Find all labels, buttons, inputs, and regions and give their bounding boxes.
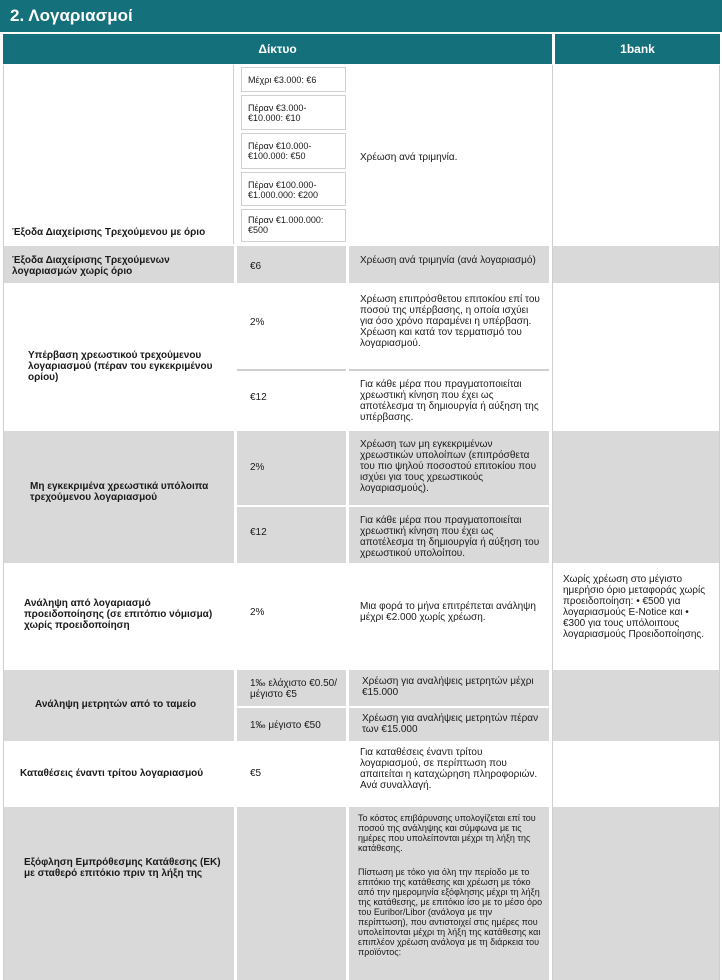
row-description: Πίστωση με τόκο για όλη την περίοδο με το επιτόκιο της κατάθεσης και χρέωση με τόκο από την ημερομηνία εξόφλησης μέχρι τη λήξη της κατάθεσης, με επιτόκιο ίσο με το μέσο όρο του Euribor/Libor (ανάλογα με την περίπτωση), που αντιστοιχεί στις ημέρες που υπολείπονται μέχρι τη λήξη της κατάθεσης και επιπλέον χρέωση ανάλογα με τη διάρκεια του προϊόντος: xyxy=(358,867,543,957)
header-network: Δίκτυο xyxy=(3,34,552,64)
row-description: Για καταθέσεις έναντι τρίτου λογαριασμού, σε περίπτωση που απαιτείται η καταχώρηση πληροφοριών. Ανά συναλλαγή. xyxy=(360,747,538,791)
tier-value: Πέραν €10.000-€100.000: €50 xyxy=(248,141,312,161)
row-label: Έξοδα Διαχείρισης Τρεχούμενων λογαριασμών χωρίς όριο xyxy=(12,255,170,277)
row-description: Χρέωση ανά τριμηνία. xyxy=(360,152,458,163)
tier-value: Πέραν €1.000.000: €500 xyxy=(248,215,324,235)
row-label: Έξοδα Διαχείρισης Τρεχούμενου με όριο xyxy=(12,227,206,238)
row-label: Μη εγκεκριμένα χρεωστικά υπόλοιπα τρεχούμενου λογαριασμού xyxy=(30,481,209,503)
row-label: Υπέρβαση χρεωστικού τρεχούμενου λογαριασμού (πέραν του εγκεκριμένου ορίου) xyxy=(28,350,213,383)
row-fee: 2% xyxy=(250,462,265,473)
row-fee: €12 xyxy=(250,392,267,403)
section-title: 2. Λογαριασμοί xyxy=(0,0,722,32)
header-1bank: 1bank xyxy=(555,34,720,64)
column-line xyxy=(719,65,720,980)
row-description: Χρέωση ανά τριμηνία (ανά λογαριασμό) xyxy=(360,255,536,266)
tier-value: Μέχρι €3.000: €6 xyxy=(248,75,317,85)
row-fee: 2% xyxy=(250,317,265,328)
row-fee: 2% xyxy=(250,607,265,618)
column-line xyxy=(3,65,4,980)
row-label: Εξόφληση Εμπρόθεσμης Κατάθεσης (ΕΚ) με σταθερό επιτόκιο πριν τη λήξη της xyxy=(24,857,221,879)
row-divider xyxy=(237,505,549,507)
column-divider xyxy=(234,65,237,980)
row-description: Για κάθε μέρα που πραγματοποιείται χρεωστική κίνηση που έχει ως αποτέλεσμα τη δημιουργία ή αύξηση της υπέρβασης. xyxy=(360,379,539,423)
row-fee: 1‰ ελάχιστο €0.50/ μέγιστο €5 xyxy=(250,678,338,700)
tier-value: Πέραν €3.000-€10.000: €10 xyxy=(248,103,307,123)
column-divider xyxy=(346,65,349,980)
row-description: Χρέωση επιπρόσθετου επιτοκίου επί του ποσού της υπέρβασης, η οποία ισχύει για όσο χρόνο παραμένει η υπέρβαση. Χρέωση και κατά τον τερματισμό του λογαριασμού. xyxy=(360,294,540,349)
row-description: Χρέωση για αναλήψεις μετρητών πέραν των €15.000 xyxy=(362,713,539,735)
row-description: Χρέωση των μη εγκεκριμένων χρεωστικών υπολοίπων (επιπρόσθετα του πιο ψηλού ποσοστού επιτοκίου που ισχύει για τους χρεωστικούς λογαριασμούς). xyxy=(360,439,537,494)
row-divider xyxy=(237,706,549,708)
table-header xyxy=(3,34,720,64)
row-description: Μια φορά το μήνα επιτρέπεται ανάληψη μέχρι €2.000 χωρίς χρέωση. xyxy=(360,601,536,623)
row-fee: €6 xyxy=(250,261,262,272)
row-label: Καταθέσεις έναντι τρίτου λογαριασμού xyxy=(20,768,204,779)
row-fee: €12 xyxy=(250,527,267,538)
row-fee: 1‰ μέγιστο €50 xyxy=(250,720,321,731)
row-divider xyxy=(237,369,549,371)
row-label: Ανάληψη μετρητών από το ταμείο xyxy=(35,699,197,710)
row-description: Το κόστος επιβάρυνσης υπολογίζεται επί του ποσού της ανάληψης και σύμφωνα με τις ημέρες που υπολείπονται μέχρι τη λήξη της κατάθεσης. xyxy=(358,813,536,853)
tier-value: Πέραν €100.000-€1.000.000: €200 xyxy=(248,180,319,200)
row-description: Χρέωση για αναλήψεις μετρητών μέχρι €15.000 xyxy=(362,676,534,698)
row-description: Για κάθε μέρα που πραγματοποιείται χρεωστική κίνηση που έχει ως αποτέλεσμα τη δημιουργία ή αύξηση του χρεωστικού υπολοίπου. xyxy=(360,515,540,559)
row-label: Ανάληψη από λογαριασμό προειδοποίησης (σε επιτόπιο νόμισμα) χωρίς προειδοποίηση xyxy=(24,598,213,631)
row-fee: €5 xyxy=(250,768,262,779)
column-line xyxy=(233,65,234,244)
column-line xyxy=(552,65,553,980)
1bank-note: Χωρίς χρέωση στο μέγιστο ημερήσιο όριο μεταφοράς χωρίς προειδοποίηση: • €500 για λογαριασμούς E-Notice και • €300 για τους υπόλοιπους λογαριασμούς Προειδοποίησης. xyxy=(563,574,706,640)
